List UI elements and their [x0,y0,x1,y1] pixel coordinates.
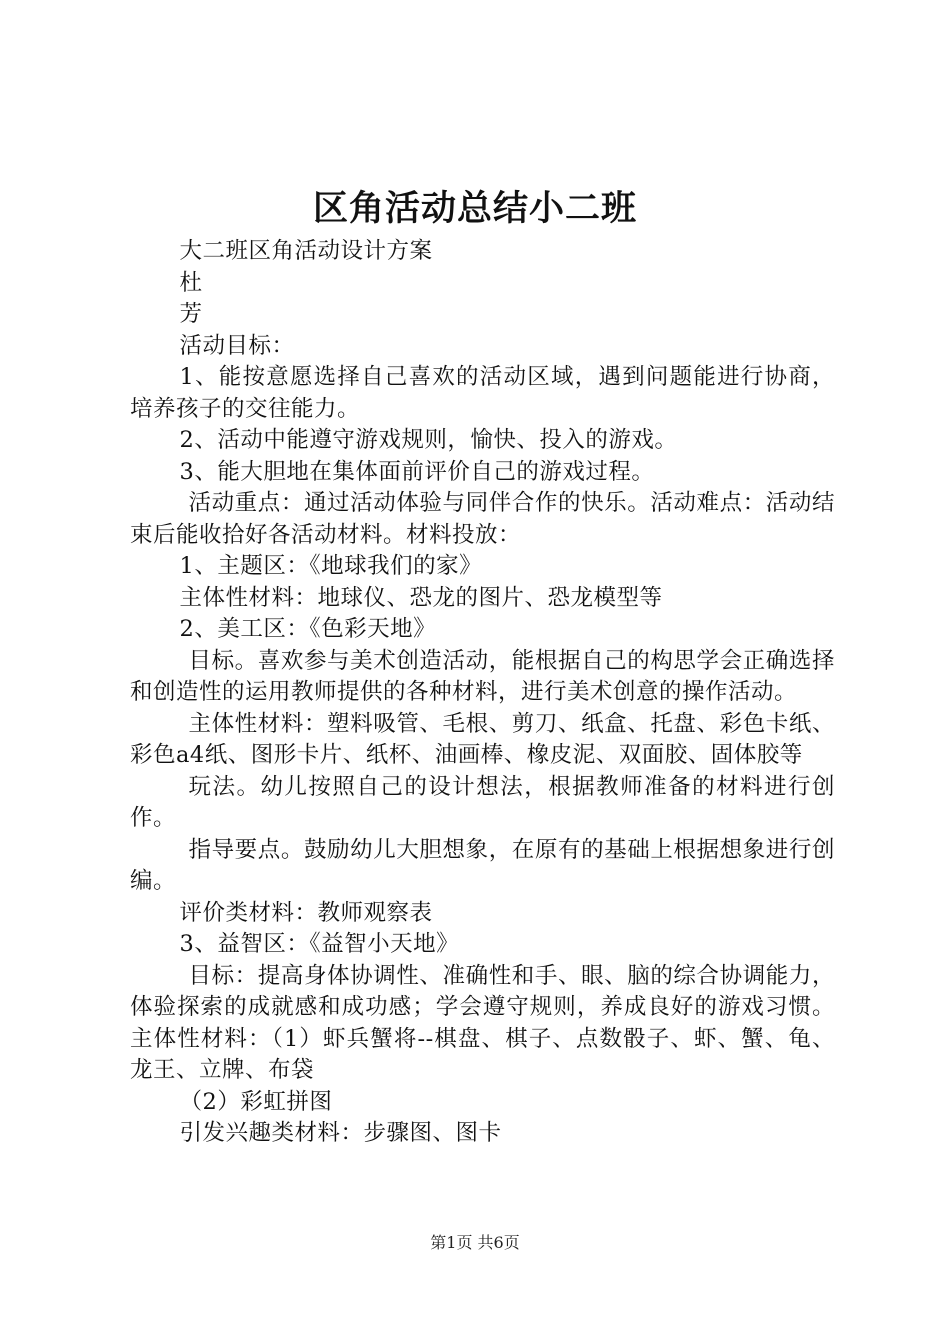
paragraph: 玩法。幼儿按照自己的设计想法，根据教师准备的材料进行创作。 [130,773,835,831]
paragraph: 主体性材料：塑料吸管、毛根、剪刀、纸盒、托盘、彩色卡纸、彩色a4纸、图形卡片、纸杯、油画棒、橡皮泥、双面胶、固体胶等 [130,710,835,768]
paragraph: （2）彩虹拼图 [179,1088,333,1115]
paragraph: 目标。喜欢参与美术创造活动，能根据自己的构思学会正确选择和创造性的运用教师提供的各种材料，进行美术创意的操作活动。 [130,647,835,705]
paragraph: 1、能按意愿选择自己喜欢的活动区域，遇到问题能进行协商，培养孩子的交往能力。 [130,364,835,422]
paragraph: 1、主题区：《地球我们的家》 [179,553,483,579]
paragraph: 指导要点。鼓励幼儿大胆想象，在原有的基础上根据想象进行创编。 [130,836,835,894]
paragraph: 2、活动中能遵守游戏规则，愉快、投入的游戏。 [179,427,678,453]
paragraph: 芳 [179,301,203,327]
page-number-footer: 第1页 共6页 [430,1233,520,1252]
document-title: 区角活动总结小二班 [312,188,637,229]
paragraph: 活动重点：通过活动体验与同伴合作的快乐。活动难点：活动结束后能收拾好各活动材料。材料投放： [130,490,835,548]
paragraph: 3、益智区：《益智小天地》 [179,931,460,957]
paragraph: 目标：提高身体协调性、准确性和手、眼、脑的综合协调能力，体验探索的成就感和成功感；学会遵守规则，养成良好的游戏习惯。主体性材料：（1）虾兵蟹将--棋盘、棋子、点数骰子、虾、蟹、龟、龙王、立牌、布袋 [130,962,835,1083]
paragraph: 活动目标： [179,332,295,359]
paragraph: 大二班区角活动设计方案 [179,238,433,264]
paragraph: 杜 [179,269,203,296]
paragraph: 评价类材料：教师观察表 [179,899,433,926]
paragraph: 2、美工区：《色彩天地》 [179,616,437,642]
paragraph: 引发兴趣类材料：步骤图、图卡 [179,1120,502,1146]
paragraph: 主体性材料：地球仪、恐龙的图片、恐龙模型等 [179,584,663,611]
document-body [130,236,835,1150]
paragraph: 3、能大胆地在集体面前评价自己的游戏过程。 [179,458,655,485]
